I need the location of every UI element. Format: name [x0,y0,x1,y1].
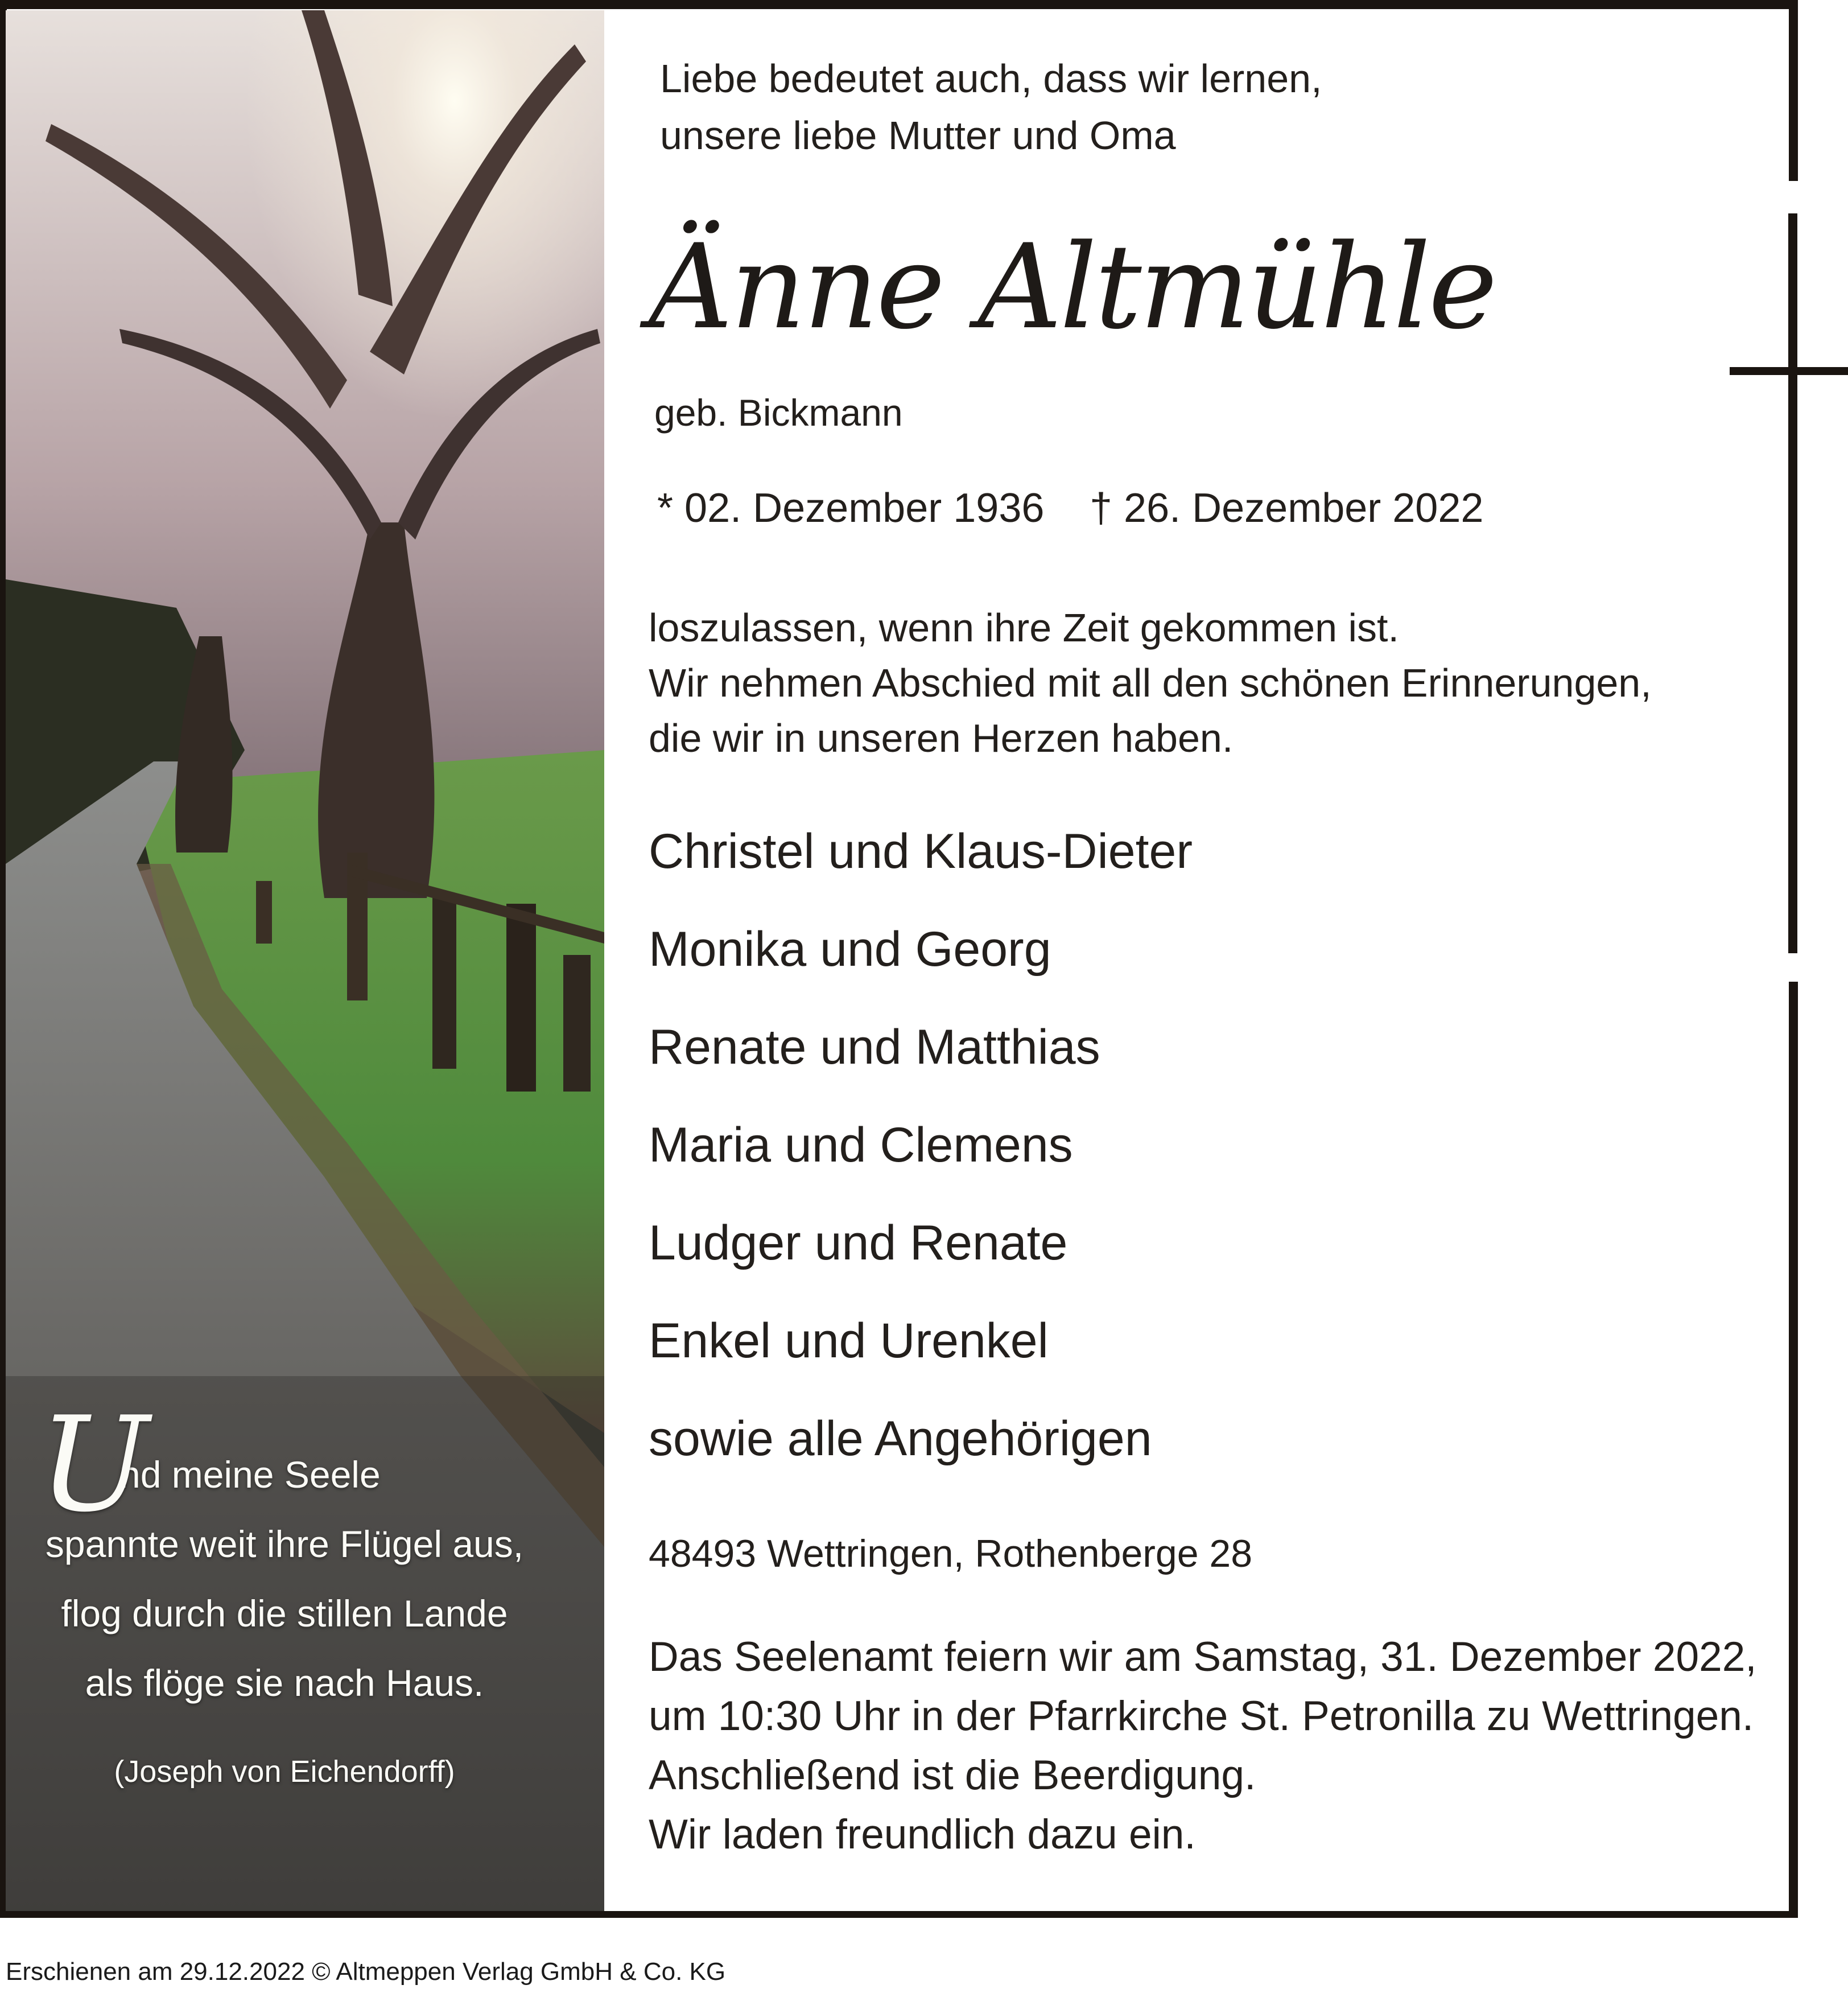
deceased-name: Änne Altmühle [649,220,1495,355]
death-date: † 26. Dezember 2022 [1090,485,1484,531]
frame-right-top [1789,0,1798,181]
mourner-item: Renate und Matthias [649,1020,1100,1074]
service-line: Wir laden freundlich dazu ein. [649,1811,1196,1858]
mourner-item: Monika und Georg [649,922,1051,977]
maiden-name: geb. Bickmann [654,392,903,434]
service-line: um 10:30 Uhr in der Pfarrkirche St. Petronilla zu Wettringen. [649,1693,1754,1739]
mourner-item: Ludger und Renate [649,1216,1068,1270]
intro-line: unsere liebe Mutter und Oma [660,113,1176,158]
service-line: Das Seelenamt feiern wir am Samstag, 31. Dezember 2022, [649,1634,1757,1680]
frame-right-bottom [1789,982,1798,1918]
address: 48493 Wettringen, Rothenberge 28 [649,1532,1253,1575]
mourner-item: sowie alle Angehörigen [649,1411,1152,1466]
birth-date: * 02. Dezember 1936 [657,485,1045,531]
mourner-item: Enkel und Urenkel [649,1313,1049,1368]
publication-footer: Erschienen am 29.12.2022 © Altmeppen Verlag GmbH & Co. KG [6,1958,726,1986]
mourners-list [649,802,1193,1488]
service-info [649,1628,1757,1864]
message-line: Wir nehmen Abschied mit all den schönen Erinnerungen, [649,661,1652,705]
poem-initial: U [39,1389,149,1541]
cross-icon [1730,213,1848,953]
poem-first-line-text: nd meine Seele [119,1453,381,1496]
mourner-item: Christel und Klaus-Dieter [649,824,1193,879]
poem-author: (Joseph von Eichendorff) [114,1755,455,1789]
message-line: die wir in unseren Herzen haben. [649,716,1234,760]
farewell-message [649,600,1652,766]
poem-first-line [23,1389,546,1541]
frame-top [0,0,1798,9]
frame-bottom [0,1911,1798,1918]
service-line: Anschließend ist die Beerdigung. [649,1752,1256,1798]
mourner-item: Maria und Clemens [649,1118,1073,1172]
message-line: loszulassen, wenn ihre Zeit gekommen ist. [649,606,1399,650]
poem-line: flog durch die stillen Lande [61,1592,508,1634]
poem-line: als flöge sie nach Haus. [85,1662,484,1704]
life-dates [657,480,1484,537]
poem-quote [23,1389,546,1806]
intro-text [660,50,1322,164]
intro-line: Liebe bedeutet auch, dass wir lernen, [660,56,1322,101]
poem-line: spannte weit ihre Flügel aus, [45,1523,524,1565]
